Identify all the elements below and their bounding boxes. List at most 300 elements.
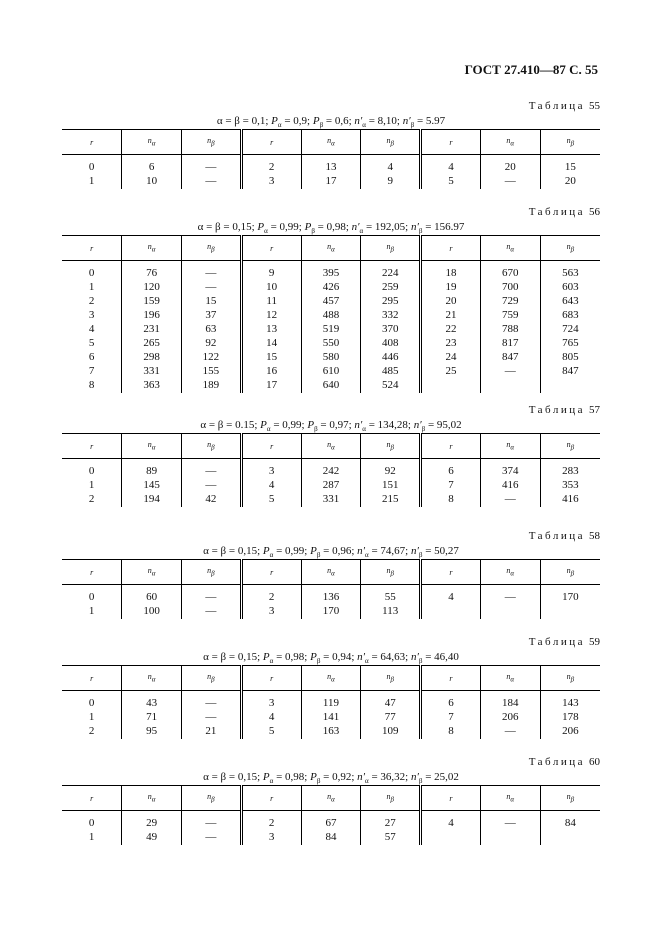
table-cell: 155: [182, 365, 242, 379]
column-header: r: [421, 236, 481, 261]
column-header: $n_\beta$: [182, 434, 242, 459]
table-cell: 5: [421, 175, 481, 189]
column-header: $n_\beta$: [361, 666, 421, 691]
table-cell: 42: [182, 493, 242, 507]
table-number: 55: [589, 100, 600, 112]
table-cell: 3: [241, 831, 301, 845]
table-cell: 2: [62, 295, 122, 309]
table-cell: 37: [182, 309, 242, 323]
column-header: r: [421, 434, 481, 459]
table-cell: 426: [301, 281, 361, 295]
table-cell: 196: [122, 309, 182, 323]
table-cell: 563: [562, 267, 579, 279]
table-header-row: [62, 666, 600, 691]
table-cell: 2: [241, 811, 301, 832]
table-header-row: [62, 434, 600, 459]
table-cell: —: [480, 365, 540, 379]
column-header: r: [241, 786, 301, 811]
table-row: [62, 351, 600, 365]
column-header: $n_\beta$: [540, 666, 600, 691]
column-header: $n_\alpha$: [480, 434, 540, 459]
table-cell: 2: [62, 493, 122, 507]
table-condition: α = β = 0,15; $P_\alpha = 0,98$; $P_\beta = 0,92$; $n'_\alpha = 36,32$; $n'_\beta = 25,02$: [203, 771, 459, 786]
table-cell: —: [480, 585, 540, 606]
table-cell: 610: [301, 365, 361, 379]
table-cell: 485: [361, 365, 421, 379]
table-cell: 92: [182, 337, 242, 351]
table-cell: 670: [480, 261, 540, 282]
table-row: [62, 493, 600, 507]
table-cell: 43: [122, 691, 182, 712]
table-cell: 47: [361, 691, 421, 712]
column-header: $n_\beta$: [540, 560, 600, 585]
table-cell: 22: [421, 323, 481, 337]
table-cell: —: [182, 155, 242, 176]
table-cell: 194: [122, 493, 182, 507]
column-header: r: [241, 130, 301, 155]
column-header: $n_\beta$: [361, 434, 421, 459]
table-cell: 5: [62, 337, 122, 351]
table-header-row: [62, 560, 600, 585]
table-cell: 15: [564, 161, 576, 173]
table-cell: 1: [62, 831, 122, 845]
table-label-word: Таблица: [528, 404, 585, 416]
table-cell: 15: [182, 295, 242, 309]
column-header: $n_\alpha$: [480, 786, 540, 811]
table-cell: 1: [62, 605, 122, 619]
table-cell: 141: [301, 711, 361, 725]
table-row: [62, 281, 600, 295]
table-label-word: Таблица: [528, 756, 585, 768]
table-cell: 805: [562, 351, 579, 363]
table-cell: 416: [562, 493, 579, 505]
table-cell: 683: [562, 309, 579, 321]
table-cell: 5: [241, 725, 301, 739]
table-cell: 3: [241, 459, 301, 480]
table-cell: 550: [301, 337, 361, 351]
column-header: $n_\alpha$: [122, 786, 182, 811]
table-cell: —: [480, 175, 540, 189]
table-label-word: Таблица: [528, 636, 585, 648]
table-cell: 287: [301, 479, 361, 493]
table-cell: 259: [361, 281, 421, 295]
table-row: [62, 309, 600, 323]
table-label: [62, 100, 600, 114]
column-header: $n_\beta$: [540, 130, 600, 155]
table-cell: 724: [562, 323, 579, 335]
column-header: $n_\beta$: [361, 560, 421, 585]
table-cell: 136: [301, 585, 361, 606]
table-cell: [480, 605, 540, 619]
column-header: $n_\alpha$: [480, 236, 540, 261]
column-header: r: [62, 130, 122, 155]
table-cell: 20: [480, 155, 540, 176]
table-cell: 55: [361, 585, 421, 606]
table-cell: 640: [301, 379, 361, 393]
column-header: r: [421, 130, 481, 155]
table-cell: 8: [62, 379, 122, 393]
table-cell: —: [182, 585, 242, 606]
table-row: [62, 725, 600, 739]
table-cell: 332: [361, 309, 421, 323]
table-row: [62, 365, 600, 379]
data-table: [62, 129, 600, 189]
column-header: r: [241, 666, 301, 691]
table-number: 59: [589, 636, 600, 648]
table-row: [62, 155, 600, 176]
table-cell: 7: [421, 711, 481, 725]
table-label: [62, 404, 600, 418]
column-header: $n_\beta$: [361, 236, 421, 261]
column-header: r: [62, 236, 122, 261]
table-cell: 24: [421, 351, 481, 365]
table-cell: 18: [421, 261, 481, 282]
table-cell: 0: [62, 811, 122, 832]
data-table: [62, 235, 600, 393]
table-cell: 4: [421, 811, 481, 832]
table-cell: 2: [241, 155, 301, 176]
column-header: $n_\alpha$: [301, 130, 361, 155]
column-header: $n_\beta$: [361, 786, 421, 811]
table-cell: 6: [421, 459, 481, 480]
table-cell: —: [182, 261, 242, 282]
column-header: $n_\beta$: [182, 786, 242, 811]
table-cell: —: [182, 811, 242, 832]
table-row: [62, 323, 600, 337]
data-table: [62, 785, 600, 845]
table-row: [62, 295, 600, 309]
table-cell: —: [480, 493, 540, 507]
column-header: $n_\alpha$: [122, 130, 182, 155]
table-cell: 206: [480, 711, 540, 725]
table-cell: 519: [301, 323, 361, 337]
table-cell: 729: [480, 295, 540, 309]
table-cell: 363: [122, 379, 182, 393]
table-cell: 15: [241, 351, 301, 365]
table-cell: 224: [361, 261, 421, 282]
table-cell: —: [182, 479, 242, 493]
table-cell: 446: [361, 351, 421, 365]
table-cell: 370: [361, 323, 421, 337]
table-cell: 0: [62, 261, 122, 282]
table-cell: 170: [301, 605, 361, 619]
table-cell: 20: [564, 175, 576, 187]
table-cell: 331: [122, 365, 182, 379]
table-cell: 4: [241, 711, 301, 725]
table-cell: —: [480, 811, 540, 832]
table-cell: 21: [182, 725, 242, 739]
table-cell: 395: [301, 261, 361, 282]
table-cell: 265: [122, 337, 182, 351]
table-cell: 331: [301, 493, 361, 507]
table-cell: 1: [62, 479, 122, 493]
data-table: [62, 433, 600, 507]
column-header: $n_\beta$: [540, 786, 600, 811]
table-number: 60: [589, 756, 600, 768]
table-cell: 14: [241, 337, 301, 351]
table-cell: 242: [301, 459, 361, 480]
table-label: [62, 206, 600, 220]
table-block-60: [62, 756, 600, 845]
table-cell: 95: [122, 725, 182, 739]
column-header: $n_\beta$: [182, 666, 242, 691]
table-cell: 0: [62, 691, 122, 712]
table-cell: 25: [421, 365, 481, 379]
table-condition: α = β = 0,15; $P_\alpha = 0,99$; $P_\beta = 0,96$; $n'_\alpha = 74,67$; $n'_\beta = 50,27$: [203, 545, 459, 560]
table-cell: 215: [361, 493, 421, 507]
table-cell: 7: [421, 479, 481, 493]
table-cell: 10: [241, 281, 301, 295]
table-cell: 759: [480, 309, 540, 323]
table-cell: 76: [122, 261, 182, 282]
table-row: [62, 459, 600, 480]
table-cell: 109: [361, 725, 421, 739]
table-cell: 2: [241, 585, 301, 606]
table-cell: 184: [480, 691, 540, 712]
table-number: 57: [589, 404, 600, 416]
table-cell: 298: [122, 351, 182, 365]
data-table: [62, 559, 600, 619]
table-header-row: [62, 786, 600, 811]
table-cell: 6: [62, 351, 122, 365]
table-row: [62, 261, 600, 282]
table-label: [62, 636, 600, 650]
table-cell: 17: [301, 175, 361, 189]
table-cell: 6: [122, 155, 182, 176]
page-header: ГОСТ 27.410—87 С. 55: [464, 62, 598, 77]
table-cell: 524: [361, 379, 421, 393]
table-cell: [480, 831, 540, 845]
table-cell: —: [182, 691, 242, 712]
table-cell: 700: [480, 281, 540, 295]
column-header: r: [62, 666, 122, 691]
table-cell: 49: [122, 831, 182, 845]
table-cell: 603: [562, 281, 579, 293]
column-header: $n_\alpha$: [122, 560, 182, 585]
column-header: $n_\alpha$: [301, 434, 361, 459]
table-cell: 63: [182, 323, 242, 337]
table-cell: 231: [122, 323, 182, 337]
column-header: r: [62, 434, 122, 459]
table-block-59: [62, 636, 600, 739]
column-header: $n_\alpha$: [301, 560, 361, 585]
column-header: $n_\alpha$: [122, 236, 182, 261]
column-header: $n_\alpha$: [122, 666, 182, 691]
table-header-row: [62, 130, 600, 155]
table-cell: 353: [562, 479, 579, 491]
table-cell: 4: [361, 155, 421, 176]
table-cell: [540, 831, 600, 845]
column-header: r: [62, 560, 122, 585]
table-cell: 13: [241, 323, 301, 337]
column-header: r: [62, 786, 122, 811]
table-cell: 1: [62, 281, 122, 295]
table-cell: 4: [62, 323, 122, 337]
table-cell: 817: [480, 337, 540, 351]
table-label-word: Таблица: [528, 206, 585, 218]
table-cell: 643: [562, 295, 579, 307]
table-cell: 57: [361, 831, 421, 845]
table-cell: —: [182, 711, 242, 725]
column-header: $n_\alpha$: [480, 130, 540, 155]
column-header: $n_\beta$: [540, 236, 600, 261]
column-header: $n_\alpha$: [301, 236, 361, 261]
table-cell: 159: [122, 295, 182, 309]
table-cell: 3: [62, 309, 122, 323]
table-cell: 295: [361, 295, 421, 309]
table-cell: 4: [241, 479, 301, 493]
table-cell: 416: [480, 479, 540, 493]
table-cell: 5: [241, 493, 301, 507]
table-block-55: [62, 100, 600, 189]
table-condition: α = β = 0.15; $P_\alpha = 0,99$; $P_\beta = 0,97$; $n'_\alpha = 134,28$; $n'_\beta = 95,02$: [200, 419, 462, 434]
table-cell: 151: [361, 479, 421, 493]
column-header: r: [421, 786, 481, 811]
table-cell: —: [182, 459, 242, 480]
table-number: 58: [589, 530, 600, 542]
table-cell: —: [480, 725, 540, 739]
table-cell: 7: [62, 365, 122, 379]
table-cell: 19: [421, 281, 481, 295]
table-cell: 4: [421, 155, 481, 176]
table-condition: α = β = 0,15; $P_\alpha = 0,98$; $P_\beta = 0,94$; $n'_\alpha = 64,63$; $n'_\beta = 46,40$: [203, 651, 459, 666]
column-header: r: [421, 560, 481, 585]
table-cell: 283: [562, 465, 579, 477]
table-row: [62, 711, 600, 725]
table-cell: 765: [562, 337, 579, 349]
table-cell: 189: [182, 379, 242, 393]
column-header: $n_\alpha$: [480, 560, 540, 585]
table-cell: 113: [361, 605, 421, 619]
table-cell: 847: [562, 365, 579, 377]
table-cell: 84: [301, 831, 361, 845]
column-header: $n_\beta$: [182, 130, 242, 155]
table-row: [62, 811, 600, 832]
column-header: $n_\alpha$: [301, 666, 361, 691]
table-cell: 100: [122, 605, 182, 619]
table-cell: —: [182, 831, 242, 845]
table-cell: 13: [301, 155, 361, 176]
table-label-word: Таблица: [528, 530, 585, 542]
table-cell: [421, 605, 481, 619]
table-cell: 580: [301, 351, 361, 365]
table-cell: 27: [361, 811, 421, 832]
table-row: [62, 479, 600, 493]
table-cell: 11: [241, 295, 301, 309]
table-cell: [421, 379, 481, 393]
table-cell: 21: [421, 309, 481, 323]
column-header: r: [421, 666, 481, 691]
table-cell: 457: [301, 295, 361, 309]
table-header-row: [62, 236, 600, 261]
table-cell: 119: [301, 691, 361, 712]
table-row: [62, 605, 600, 619]
table-row: [62, 691, 600, 712]
table-cell: 488: [301, 309, 361, 323]
column-header: $n_\alpha$: [480, 666, 540, 691]
table-row: [62, 585, 600, 606]
column-header: r: [241, 236, 301, 261]
table-row: [62, 379, 600, 393]
table-cell: 0: [62, 459, 122, 480]
column-header: r: [241, 434, 301, 459]
table-cell: 0: [62, 585, 122, 606]
column-header: $n_\beta$: [361, 130, 421, 155]
table-cell: 20: [421, 295, 481, 309]
table-cell: [540, 605, 600, 619]
table-cell: 12: [241, 309, 301, 323]
table-cell: 67: [301, 811, 361, 832]
table-cell: 3: [241, 691, 301, 712]
table-label: [62, 530, 600, 544]
table-number: 56: [589, 206, 600, 218]
table-row: [62, 337, 600, 351]
table-cell: [540, 379, 600, 393]
data-table: [62, 665, 600, 739]
table-cell: 206: [562, 725, 579, 737]
table-cell: 16: [241, 365, 301, 379]
table-cell: —: [182, 175, 242, 189]
table-cell: 84: [564, 817, 576, 829]
table-cell: 9: [361, 175, 421, 189]
table-cell: 3: [241, 605, 301, 619]
table-cell: [480, 379, 540, 393]
table-row: [62, 831, 600, 845]
table-cell: 8: [421, 725, 481, 739]
table-cell: 143: [562, 697, 579, 709]
table-cell: 6: [421, 691, 481, 712]
table-cell: —: [182, 281, 242, 295]
table-cell: 374: [480, 459, 540, 480]
table-cell: 847: [480, 351, 540, 365]
table-block-57: [62, 404, 600, 507]
table-cell: 60: [122, 585, 182, 606]
table-cell: 92: [361, 459, 421, 480]
table-cell: 2: [62, 725, 122, 739]
table-cell: 17: [241, 379, 301, 393]
column-header: $n_\beta$: [182, 236, 242, 261]
table-cell: 1: [62, 175, 122, 189]
column-header: $n_\alpha$: [122, 434, 182, 459]
table-condition: α = β = 0,15; $P_\alpha = 0,99$; $P_\beta = 0,98$; $n'_\alpha = 192,05$; $n'_\beta = 156.97$: [197, 221, 465, 236]
table-cell: 1: [62, 711, 122, 725]
table-cell: 163: [301, 725, 361, 739]
table-cell: 120: [122, 281, 182, 295]
table-cell: 0: [62, 155, 122, 176]
column-header: $n_\beta$: [182, 560, 242, 585]
table-cell: 9: [241, 261, 301, 282]
table-cell: 23: [421, 337, 481, 351]
table-condition: α = β = 0,1; $P_\alpha = 0,9$; $P_\beta = 0,6$; $n'_\alpha = 8,10$; $n'_\beta = 5.97$: [216, 115, 446, 130]
table-cell: 178: [562, 711, 579, 723]
table-cell: 8: [421, 493, 481, 507]
table-label-word: Таблица: [528, 100, 585, 112]
table-cell: 788: [480, 323, 540, 337]
table-cell: 77: [361, 711, 421, 725]
table-cell: 3: [241, 175, 301, 189]
table-label: [62, 756, 600, 770]
column-header: $n_\beta$: [540, 434, 600, 459]
table-cell: 408: [361, 337, 421, 351]
table-cell: [421, 831, 481, 845]
table-cell: 29: [122, 811, 182, 832]
table-cell: 71: [122, 711, 182, 725]
table-cell: 10: [122, 175, 182, 189]
table-cell: 170: [562, 591, 579, 603]
table-row: [62, 175, 600, 189]
column-header: $n_\alpha$: [301, 786, 361, 811]
table-cell: 145: [122, 479, 182, 493]
